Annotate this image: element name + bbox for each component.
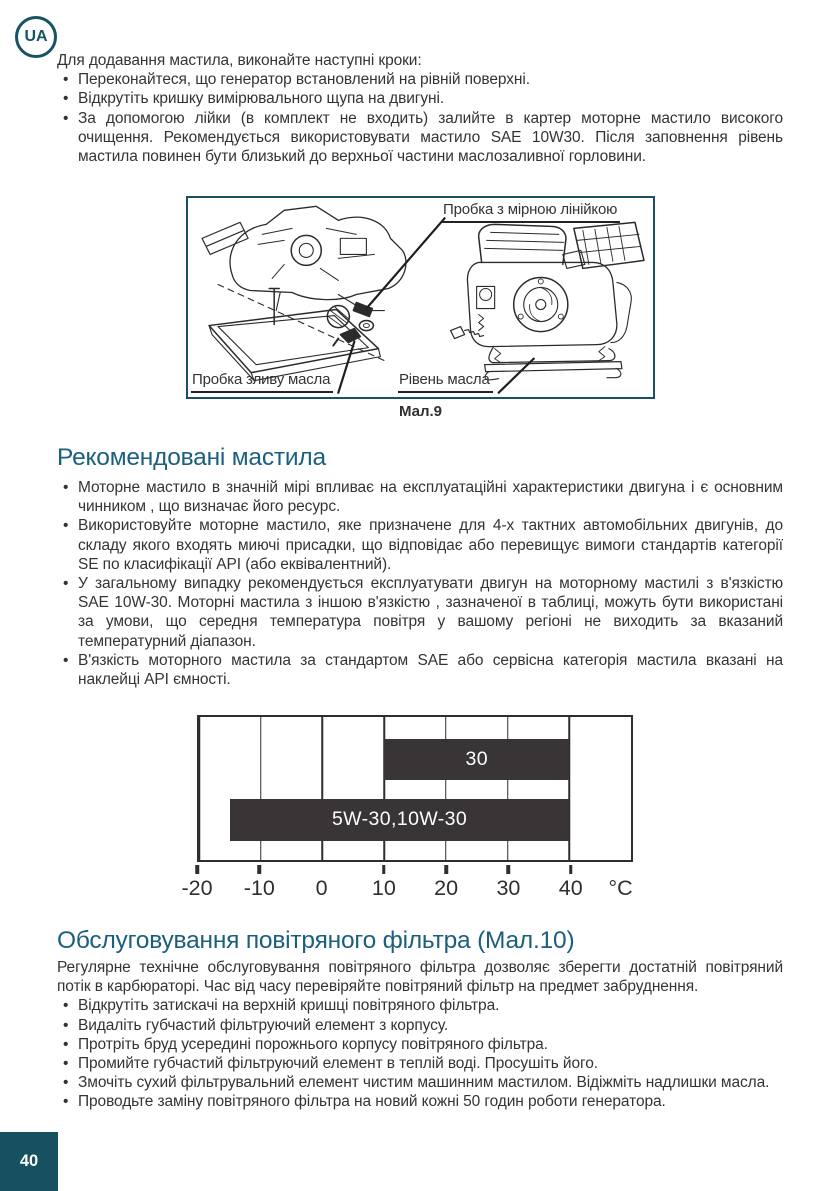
chart-axis-labels [181, 876, 633, 904]
oil-steps-intro: Для додавання мастила, виконайте наступні кроки: [57, 52, 422, 69]
bullet-item: • Відкрутіть кришку вимірювального щупа на двигуні. [57, 89, 783, 108]
bullet-item: • У загальному випадку рекомендується експлуатувати двигун на моторному мастилі з в'язкістю SAE 10W-30. Моторні мастила з іншою в'язкістю , зазначеної в таблиці, можуть бути використані за умови, що середня температура повітря у вашому регіоні не виходить за вказаний температурний діапазон. [57, 574, 783, 651]
bullet-item: • Проводьте заміну повітряного фільтра на новий кожні 50 годин роботи генератора. [57, 1092, 783, 1111]
bullet-item: • Відкрутіть затискачі на верхній кришці повітряного фільтра. [57, 996, 783, 1015]
oil-viscosity-chart [181, 715, 633, 904]
chart-tick-mark [444, 865, 448, 874]
language-badge-label: UA [24, 28, 48, 45]
figure-label-oil-level: Рівень масла [398, 372, 493, 393]
engine-line-art [188, 198, 653, 397]
chart-tick-mark [382, 865, 386, 874]
chart-tick-mark [569, 865, 573, 874]
bullet-item: • Промийте губчастий фільтруючий елемент в теплій воді. Просушіть його. [57, 1054, 783, 1073]
recommended-oils-list [57, 478, 783, 689]
bullet-item: • Змочіть сухий фільтрувальний елемент чистим машинним мастилом. Відіжміть надлишки масла. [57, 1073, 783, 1092]
page-number-badge [0, 1132, 58, 1191]
air-filter-steps-list [57, 996, 783, 1111]
figure-9-caption: Мал.9 [398, 403, 443, 420]
figure-label-dipstick-plug: Пробка з мірною лінійкою [442, 202, 620, 223]
chart-axis-ticks [197, 862, 633, 876]
air-filter-intro: Регулярне технічне обслуговування повітряного фільтра дозволяє зберегти достатній повітряний потік в карбюраторі. Час від часу перевіряйте повітряний фільтр на предмет забруднення. [57, 959, 783, 996]
chart-gridline [198, 717, 200, 860]
page-number: 40 [19, 1152, 39, 1170]
language-badge [15, 16, 57, 58]
bullet-item: • Видаліть губчастий фільтруючий елемент з корпусу. [57, 1016, 783, 1035]
figure-label-drain-plug: Пробка зливу масла [191, 372, 333, 393]
section-recommended-oils [57, 478, 783, 689]
bullet-item: • Протріть бруд усередині порожнього корпусу повітряного фільтра. [57, 1035, 783, 1054]
chart-bar: 5W-30,10W-30 [230, 799, 569, 841]
chart-bar: 30 [384, 739, 569, 780]
chart-tick-mark [258, 865, 262, 874]
bullet-item: • Переконайтеся, що генератор встановлений на рівній поверхні. [57, 70, 783, 89]
chart-tick-mark [195, 865, 199, 874]
chart-axis-label: 30 [496, 876, 521, 900]
chart-plot-area [197, 715, 633, 862]
bullet-item: • Моторне мастило в значній мірі впливає на експлуатаційні характеристики двигуна і є основним чинником , що визначає його ресурс. [57, 478, 783, 516]
chart-axis-label: -20 [181, 876, 213, 900]
chart-tick-mark [507, 865, 511, 874]
bullet-item: • В'язкість моторного мастила за стандартом SAE або сервісна категорія мастила вказані на наклейці API ємності. [57, 651, 783, 689]
chart-axis-label: 10 [371, 876, 396, 900]
bullet-item: • За допомогою лійки (в комплект не входить) залийте в картер моторне мастило високого очищення. Рекомендується використовувати мастило SAE 10W30. Після заповнення рівень мастила повинен бути близький до верхньої частини маслозаливної горловини. [57, 109, 783, 167]
chart-axis-label: -10 [243, 876, 275, 900]
heading-air-filter: Обслуговування повітряного фільтра (Мал.10) [57, 927, 575, 954]
oil-steps-list [57, 70, 783, 166]
figure-9 [186, 196, 655, 399]
chart-axis-label: 40 [558, 876, 583, 900]
chart-axis-label: 0 [315, 876, 328, 900]
heading-recommended-oils: Рекомендовані мастила [57, 444, 326, 471]
section-air-filter [57, 958, 783, 1112]
chart-axis-label: 20 [434, 876, 459, 900]
section-oil-adding [57, 51, 783, 166]
chart-axis-label: °C [608, 876, 633, 900]
bullet-item: • Використовуйте моторне мастило, яке призначене для 4-х тактних автомобільних двигунів, до складу якого входять миючі присадки, що відповідає або перевищує вимоги стандартів категорії SE по класифікації API (або еквівалентний). [57, 516, 783, 574]
